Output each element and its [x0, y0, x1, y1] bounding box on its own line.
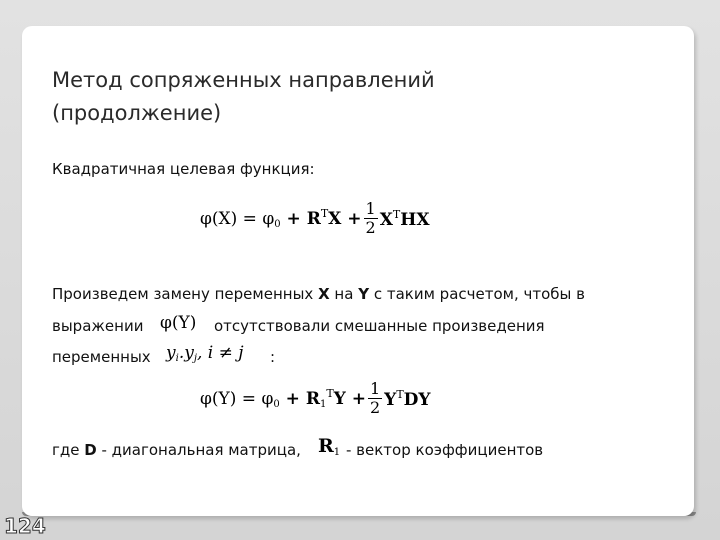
- paragraph-line-1: Произведем замену переменных X на Y с таким расчетом, чтобы в: [52, 285, 585, 303]
- fraction-half: $\frac{1}{2}$: [365, 199, 376, 237]
- formula-quadratic: $\varphi(X) = \varphi_0 + R^TX$ + $\frac{1}{2}$ $X^THX$: [200, 199, 430, 237]
- footer-line: где D - диагональная матрица,: [52, 441, 301, 459]
- paragraph-line-3-label: переменных: [52, 348, 151, 366]
- title-line-1: Метод сопряженных направлений: [52, 68, 435, 92]
- title-line-2: (продолжение): [52, 101, 222, 125]
- slide-title: [52, 64, 652, 130]
- inline-formula-phi-y: φ(Y): [160, 313, 197, 333]
- subtitle-text: Квадратичная целевая функция:: [52, 160, 315, 178]
- paragraph-line-2-rest: отсутствовали смешанные произведения: [214, 317, 545, 335]
- fraction-half-2: $\frac{1}{2}$: [369, 379, 381, 417]
- paragraph-line-3-colon: :: [270, 348, 276, 366]
- slide-number: 124: [4, 514, 46, 538]
- vector-r1: $R_1$: [318, 435, 341, 458]
- footer-line-rest: - вектор коэффициентов: [346, 441, 544, 459]
- paragraph-line-2-label: выражении: [52, 317, 144, 335]
- formula-transformed: $\varphi(Y) = \varphi_0 + R_1^TY$ + $\frac{1}{2}$ $Y^TDY$: [200, 379, 431, 417]
- inline-formula-yi-yj: $y_i.y_j$, i ≠ j: [166, 343, 244, 364]
